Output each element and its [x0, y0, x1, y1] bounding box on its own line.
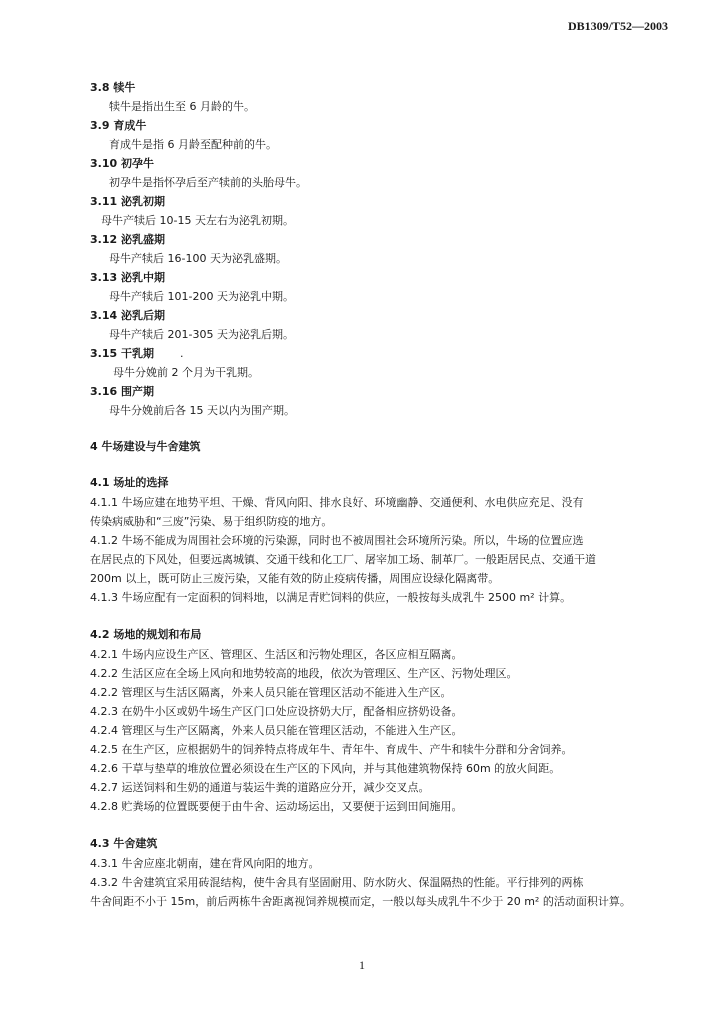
clause-4-1-2-line-3: 200m 以上，既可防止三废污染，又能有效的防止疫病传播，周围应设绿化隔离带。	[90, 572, 500, 585]
def-3-9-heading: 3.9 育成牛	[90, 119, 147, 132]
def-3-16-heading: 3.16 围产期	[90, 385, 154, 398]
clause-4-3-2-line-1: 4.3.2 牛舍建筑宜采用砖混结构，使牛舍具有坚固耐用、防水防火、保温隔热的性能。平行排列的两栋	[90, 876, 584, 889]
clause-4-1-3: 4.1.3 牛场应配有一定面积的饲料地，以满足青贮饲料的供应，一般按每头成乳牛 2500 m² 计算。	[90, 591, 572, 604]
clause-4-2-8: 4.2.8 贮粪场的位置既要便于由牛舍、运动场运出，又要便于运到田间施用。	[90, 800, 463, 813]
clause-4-1-1-line-2: 传染病威胁和“三废”污染、易于组织防疫的地方。	[90, 515, 333, 528]
clause-4-2-2b: 4.2.2 管理区与生活区隔离，外来人员只能在管理区活动不能进入生产区。	[90, 686, 452, 699]
def-3-15-heading: 3.15 干乳期	[90, 347, 154, 360]
clause-4-2-5: 4.2.5 在生产区，应根据奶牛的饲养特点将成年牛、青年牛、育成牛、产牛和犊牛分群和分舍饲养。	[90, 743, 573, 756]
def-3-12-heading: 3.12 泌乳盛期	[90, 233, 165, 246]
clause-4-3-2-line-2: 牛舍间距不小于 15m，前后两栋牛舍距离视饲养规模而定，一般以每头成乳牛不少于 20 m² 的活动面积计算。	[90, 895, 631, 908]
def-3-16-body: 母牛分娩前后各 15 天以内为围产期。	[109, 404, 295, 417]
stray-mark: .	[180, 347, 184, 360]
clause-4-2-7: 4.2.7 运送饲料和生奶的通道与装运牛粪的道路应分开，减少交叉点。	[90, 781, 430, 794]
section-4-3-heading: 4.3 牛舍建筑	[90, 837, 158, 850]
clause-4-1-2-line-2: 在居民点的下风处，但要远离城镇、交通干线和化工厂、屠宰加工场、制革厂。一般距居民点、交通干道	[90, 553, 596, 566]
section-4-2-heading: 4.2 场地的规划和布局	[90, 628, 202, 641]
clause-4-2-3: 4.2.3 在奶牛小区或奶牛场生产区门口处应设挤奶大厅，配备相应挤奶设备。	[90, 705, 463, 718]
def-3-14-heading: 3.14 泌乳后期	[90, 309, 165, 322]
def-3-9-body: 育成牛是指 6 月龄至配种前的牛。	[109, 138, 277, 151]
clause-4-2-4: 4.2.4 管理区与生产区隔离，外来人员只能在管理区活动，不能进入生产区。	[90, 724, 463, 737]
def-3-13-body: 母牛产犊后 101-200 天为泌乳中期。	[109, 290, 294, 303]
def-3-15-body: 母牛分娩前 2 个月为干乳期。	[113, 366, 259, 379]
def-3-10-heading: 3.10 初孕牛	[90, 157, 154, 170]
clause-4-1-2-line-1: 4.1.2 牛场不能成为周围社会环境的污染源，同时也不被周围社会环境所污染。所以，牛场的位置应选	[90, 534, 584, 547]
section-4-heading: 4 牛场建设与牛舍建筑	[90, 440, 201, 453]
def-3-11-heading: 3.11 泌乳初期	[90, 195, 165, 208]
def-3-11-body: 母牛产犊后 10-15 天左右为泌乳初期。	[101, 214, 294, 227]
def-3-8-body: 犊牛是指出生至 6 月龄的牛。	[109, 100, 255, 113]
def-3-14-body: 母牛产犊后 201-305 天为泌乳后期。	[109, 328, 294, 341]
clause-4-2-2a: 4.2.2 生活区应在全场上风向和地势较高的地段，依次为管理区、生产区、污物处理区。	[90, 667, 518, 680]
def-3-8-heading: 3.8 犊牛	[90, 81, 136, 94]
clause-4-2-6: 4.2.6 干草与垫草的堆放位置必须设在生产区的下风向，并与其他建筑物保持 60m 的放火间距。	[90, 762, 561, 775]
def-3-10-body: 初孕牛是指怀孕后至产犊前的头胎母牛。	[109, 176, 307, 189]
page-number: 1	[359, 958, 365, 972]
def-3-12-body: 母牛产犊后 16-100 天为泌乳盛期。	[109, 252, 287, 265]
clause-4-3-1: 4.3.1 牛舍应座北朝南，建在背风向阳的地方。	[90, 857, 320, 870]
section-4-1-heading: 4.1 场址的选择	[90, 476, 169, 489]
clause-4-1-1-line-1: 4.1.1 牛场应建在地势平坦、干燥、背风向阳、排水良好、环境幽静、交通便利、水电供应充足、没有	[90, 496, 584, 509]
document-id: DB1309/T52—2003	[567, 19, 668, 33]
def-3-13-heading: 3.13 泌乳中期	[90, 271, 165, 284]
clause-4-2-1: 4.2.1 牛场内应设生产区、管理区、生活区和污物处理区，各区应相互隔离。	[90, 648, 463, 661]
